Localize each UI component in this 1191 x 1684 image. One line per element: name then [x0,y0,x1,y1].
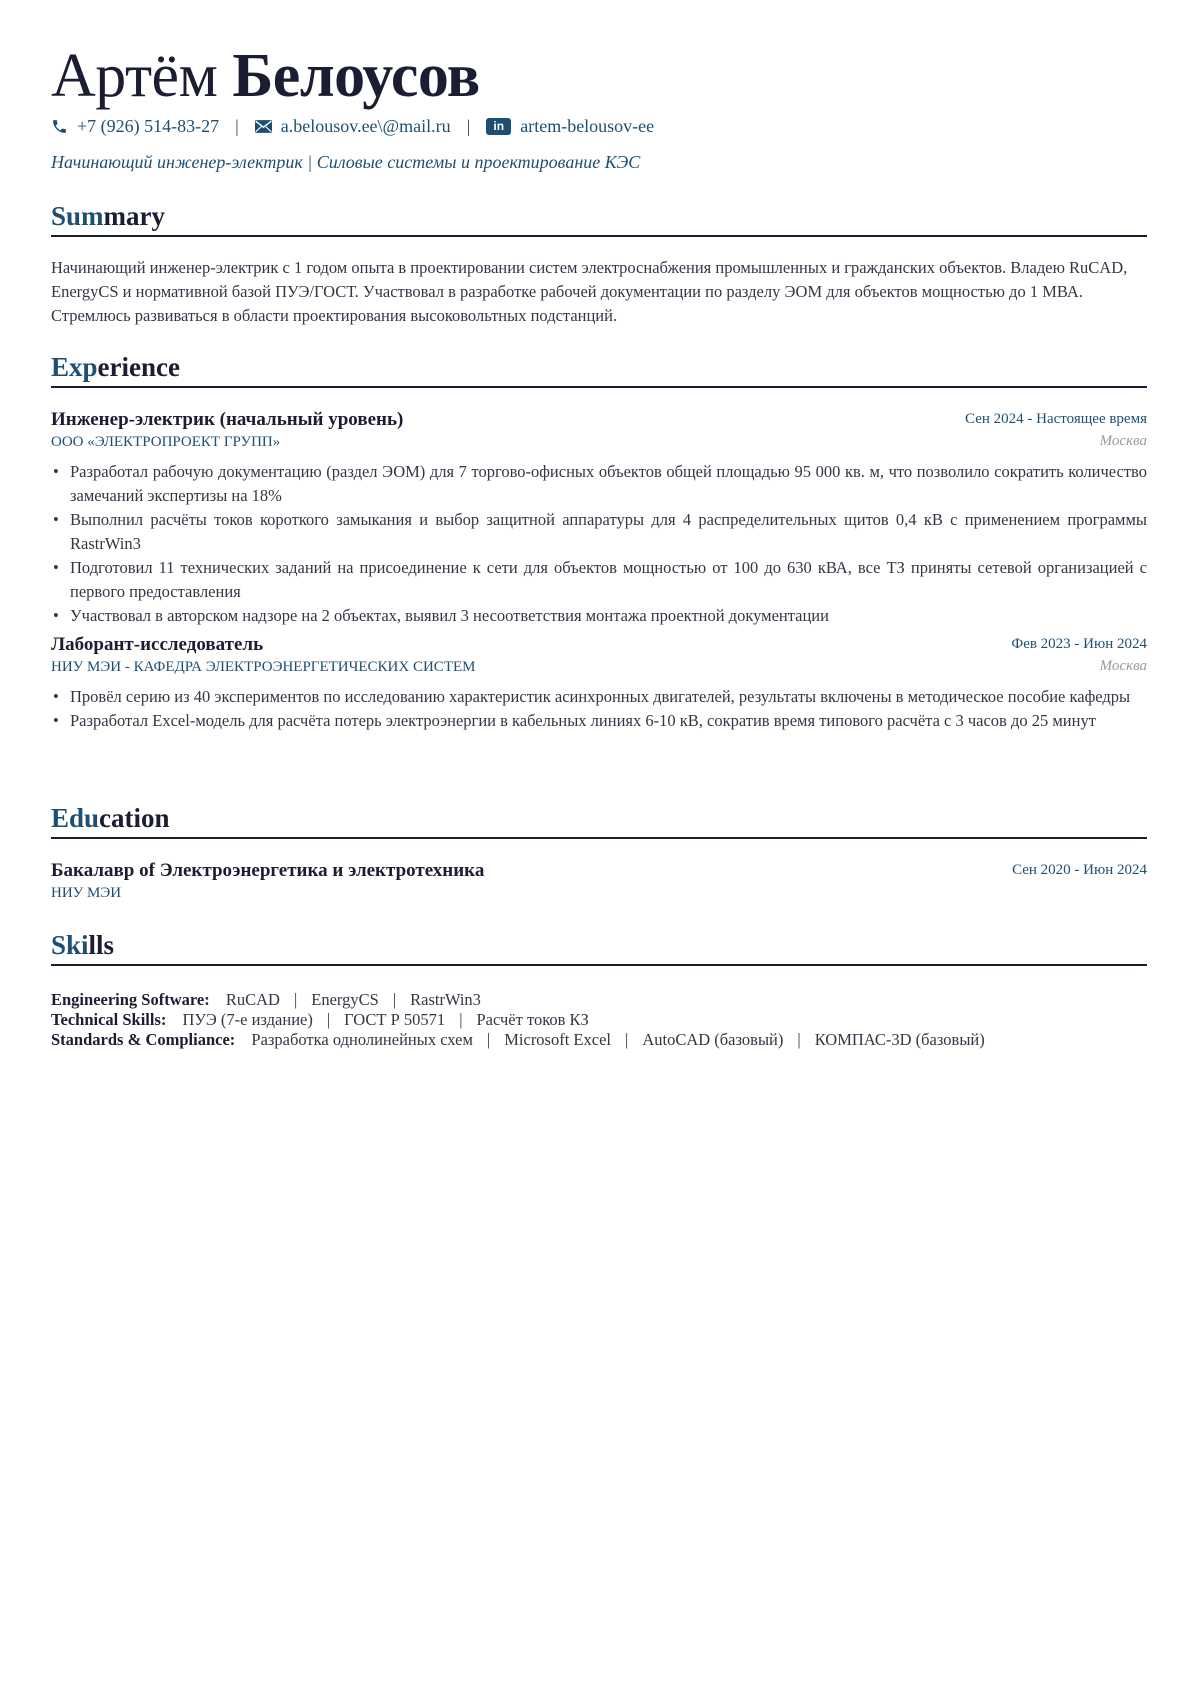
first-name: Артём [51,42,218,110]
contact-separator: | [235,115,239,136]
skills-heading: Skills [51,928,1147,966]
job-organization: ООО «ЭЛЕКТРОПРОЕКТ ГРУПП» [51,434,281,450]
job-location: Москва [1099,433,1147,449]
list-item: • Провёл серию из 40 экспериментов по исследованию характеристик асинхронных двигателей, результаты включены в методическое пособие кафедры [51,685,1147,709]
job-dates: Сен 2024 - Настоящее время [965,411,1147,427]
job-location: Москва [1099,658,1147,674]
list-item: • Участвовал в авторском надзоре на 2 объектах, выявил 3 несоответствия монтажа проектной документации [51,604,1147,628]
phone-contact[interactable] [51,116,219,137]
list-item: • Подготовил 11 технических заданий на присоединение к сети для объектов мощностью от 100 до 630 кВА, все ТЗ приняты сетевой организацией с первого предоставления [51,556,1147,604]
skill-item: RastrWin3 [410,990,481,1009]
job-bullets [51,685,1147,733]
skill-item: Расчёт токов КЗ [476,1010,589,1029]
tagline: Начинающий инженер-электрик | Силовые системы и проектирование КЭС [51,152,641,172]
experience-heading: Experience [51,350,1147,388]
skill-row: Standards & Compliance: Разработка однолинейных схем | Microsoft Excel | AutoCAD (базовый) | КОМПАС-3D (базовый) [51,1030,985,1049]
summary-text: Начинающий инженер-электрик с 1 годом опыта в проектировании систем электроснабжения промышленных и гражданских объектов. Владею RuCAD, EnergyCS и нормативной базой ПУЭ/ГОСТ. Участвовал в разработке рабочей документации по разделу ЭОМ для объектов мощностью до 1 МВА. Стремлюсь развиваться в области проектирования высоковольтных подстанций. [51,258,1128,325]
job-dates: Фев 2023 - Июн 2024 [1011,636,1147,652]
email-address: a.belousov.ee\@mail.ru [280,115,451,136]
skills-list [51,990,1147,1050]
last-name: Белоусов [232,42,480,110]
phone-number: +7 (926) 514-83-27 [77,115,220,136]
skill-item: AutoCAD (базовый) [642,1030,784,1049]
skill-item: ГОСТ Р 50571 [344,1010,446,1029]
candidate-name [51,36,480,116]
school-name: НИУ МЭИ [51,885,122,901]
skill-row: Technical Skills: ПУЭ (7-е издание) | ГОСТ Р 50571 | Расчёт токов КЗ [51,1010,589,1029]
skill-category: Standards & Compliance: [51,1030,236,1049]
skill-item: EnergyCS [311,990,379,1009]
linkedin-handle: artem-belousov-ee [520,115,655,136]
skill-category: Technical Skills: [51,1010,167,1029]
skill-item: КОМПАС-3D (базовый) [814,1030,985,1049]
summary-heading: Summary [51,199,1147,237]
job-title: Лаборант-исследователь [51,634,264,655]
linkedin-contact[interactable] [486,116,654,137]
linkedin-icon: in [486,118,511,135]
job-title: Инженер-электрик (начальный уровень) [51,409,404,430]
phone-icon [51,118,68,135]
skill-category: Engineering Software: [51,990,210,1009]
skill-item: RuCAD [225,990,280,1009]
list-item: • Разработал Excel-модель для расчёта потерь электроэнергии в кабельных линиях 6-10 кВ, сократив время типового расчёта с 3 часов до 25 минут [51,709,1147,733]
email-contact[interactable] [255,116,451,137]
education-dates: Сен 2020 - Июн 2024 [1012,862,1147,878]
envelope-icon [255,120,272,133]
skill-item: ПУЭ (7-е издание) [182,1010,313,1029]
contact-line [51,114,654,138]
list-item: • Разработал рабочую документацию (раздел ЭОМ) для 7 торгово-офисных объектов общей площадью 95 000 кв. м, что позволило сократить количество замечаний экспертизы на 18% [51,460,1147,508]
list-item: • Выполнил расчёты токов короткого замыкания и выбор защитной аппаратуры для 4 распределительных щитов 0,4 кВ с применением программы RastrWin3 [51,508,1147,556]
contact-separator: | [466,115,471,136]
skill-row: Engineering Software: RuCAD | EnergyCS | RastrWin3 [51,990,481,1009]
job-organization: НИУ МЭИ - КАФЕДРА ЭЛЕКТРОЭНЕРГЕТИЧЕСКИХ СИСТЕМ [51,659,476,675]
job-bullets [51,460,1147,628]
skill-item: Microsoft Excel [504,1030,611,1049]
degree-title: Бакалавр of Электроэнергетика и электротехника [51,860,485,881]
education-heading: Education [51,801,1147,839]
skill-item: Разработка однолинейных схем [251,1030,473,1049]
